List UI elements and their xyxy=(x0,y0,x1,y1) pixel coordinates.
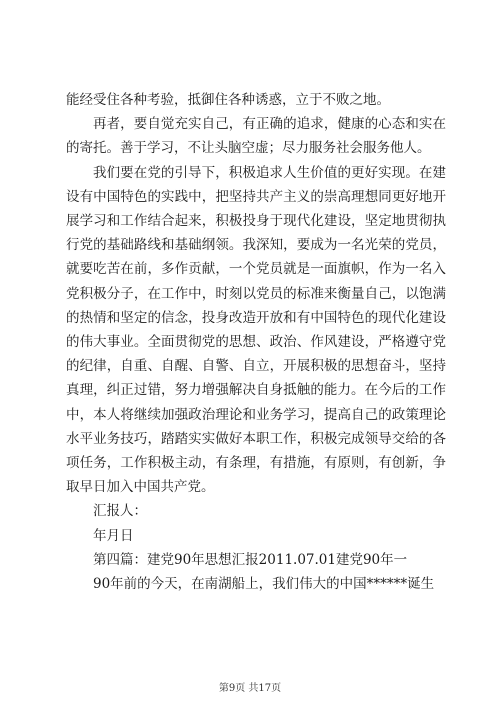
paragraph-last: 90年前的今天，在南湖船上，我们伟大的中国******诞生 xyxy=(93,576,435,593)
paragraph-3: 我们要在党的引导下，积极追求人生价值的更好实现。在建设有中国特色的实践中，把坚持共产主义的崇高理想同更好地开展学习和工作结合起来，积极投身于现代化建设，坚定地贯彻执行党的基础路线和基础纲领。我深知，要成为一名光荣的党员，就要吃苦在前，多作贡献，一个党员就是一面旗帜，作为一名入党积极分子，在工作中，时刻以党员的标准来衡量自己，以饱满的热情和坚定的信念，投身改造开放和有中国特色的现代化建设的伟大事业。全面贯彻党的思想、政治、作风建设，严格遵守党的纪律，自重、自醒、自警、自立，开展积极的思想奋斗，坚持真理，纠正过错，努力增强解决自身抵触的能力。在今后的工作中，本人将继续加强政治理论和业务学习，提高自己的政策理论水平业务技巧，踏踏实实做好本职工作，积极完成领导交给的各项任务，工作积极主动，有条理，有措施，有原则，有创新，争取早日加入中国共产党。 xyxy=(66,164,446,496)
paragraph-1: 能经受住各种考验，抵御住各种诱惑，立于不败之地。 xyxy=(66,92,390,108)
paragraph-2: 再者，要自觉充实自己，有正确的追求，健康的心态和实在的寄托。善于学习，不让头脑空虚；尽力服务社会服务他人。 xyxy=(66,116,446,157)
reporter-label: 汇报人： xyxy=(93,503,147,520)
date-label: 年月日 xyxy=(93,527,134,544)
section-heading: 第四篇：建党90年思想汇报2011.07.01建党90年一 xyxy=(93,551,408,568)
document-body xyxy=(66,88,446,596)
page-footer: 第9页 共17页 xyxy=(218,683,282,694)
